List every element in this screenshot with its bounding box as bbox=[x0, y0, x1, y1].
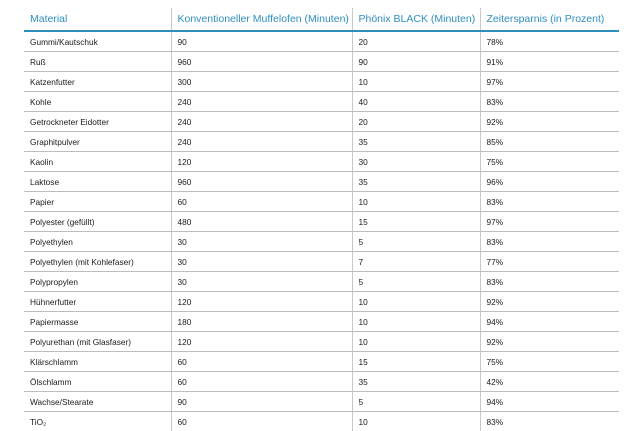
muffle-furnace-minutes-cell: 240 bbox=[171, 132, 352, 152]
material-cell: Papiermasse bbox=[24, 312, 171, 332]
time-savings-percent-cell: 92% bbox=[480, 112, 619, 132]
phoenix-black-minutes-cell: 40 bbox=[352, 92, 480, 112]
phoenix-black-minutes-cell: 10 bbox=[352, 292, 480, 312]
phoenix-black-minutes-cell: 15 bbox=[352, 212, 480, 232]
material-cell: Polypropylen bbox=[24, 272, 171, 292]
material-cell: Gummi/Kautschuk bbox=[24, 31, 171, 52]
muffle-furnace-minutes-cell: 180 bbox=[171, 312, 352, 332]
table-row bbox=[24, 31, 619, 52]
table-row bbox=[24, 132, 619, 152]
header-time-savings-percent: Zeitersparnis (in Prozent) bbox=[480, 8, 619, 31]
phoenix-black-minutes-cell: 10 bbox=[352, 192, 480, 212]
material-cell: Laktose bbox=[24, 172, 171, 192]
time-savings-percent-cell: 97% bbox=[480, 72, 619, 92]
table-row bbox=[24, 292, 619, 312]
material-cell: Polyethylen bbox=[24, 232, 171, 252]
ashing-time-comparison-table bbox=[24, 8, 619, 431]
table-header bbox=[24, 8, 619, 31]
muffle-furnace-minutes-cell: 120 bbox=[171, 332, 352, 352]
muffle-furnace-minutes-cell: 960 bbox=[171, 172, 352, 192]
muffle-furnace-minutes-cell: 90 bbox=[171, 392, 352, 412]
time-savings-percent-cell: 97% bbox=[480, 212, 619, 232]
muffle-furnace-minutes-cell: 30 bbox=[171, 252, 352, 272]
time-savings-percent-cell: 96% bbox=[480, 172, 619, 192]
time-savings-percent-cell: 92% bbox=[480, 292, 619, 312]
material-cell: Getrockneter Eidotter bbox=[24, 112, 171, 132]
material-cell: Polyurethan (mit Glasfaser) bbox=[24, 332, 171, 352]
table-body bbox=[24, 31, 619, 431]
table-row bbox=[24, 52, 619, 72]
table-row bbox=[24, 172, 619, 192]
material-cell: Kohle bbox=[24, 92, 171, 112]
table-row bbox=[24, 72, 619, 92]
material-cell: Klärschlamm bbox=[24, 352, 171, 372]
time-savings-percent-cell: 78% bbox=[480, 31, 619, 52]
phoenix-black-minutes-cell: 10 bbox=[352, 312, 480, 332]
time-savings-percent-cell: 83% bbox=[480, 272, 619, 292]
table-row bbox=[24, 412, 619, 431]
table-row bbox=[24, 332, 619, 352]
table-row bbox=[24, 392, 619, 412]
time-savings-percent-cell: 42% bbox=[480, 372, 619, 392]
phoenix-black-minutes-cell: 35 bbox=[352, 132, 480, 152]
time-savings-percent-cell: 75% bbox=[480, 352, 619, 372]
phoenix-black-minutes-cell: 5 bbox=[352, 392, 480, 412]
phoenix-black-minutes-cell: 90 bbox=[352, 52, 480, 72]
time-savings-percent-cell: 83% bbox=[480, 92, 619, 112]
muffle-furnace-minutes-cell: 60 bbox=[171, 352, 352, 372]
table-row bbox=[24, 192, 619, 212]
phoenix-black-minutes-cell: 10 bbox=[352, 412, 480, 431]
time-savings-percent-cell: 83% bbox=[480, 192, 619, 212]
time-savings-percent-cell: 75% bbox=[480, 152, 619, 172]
table-row bbox=[24, 372, 619, 392]
muffle-furnace-minutes-cell: 240 bbox=[171, 112, 352, 132]
phoenix-black-minutes-cell: 35 bbox=[352, 372, 480, 392]
table-row bbox=[24, 112, 619, 132]
material-cell: Kaolin bbox=[24, 152, 171, 172]
phoenix-black-minutes-cell: 30 bbox=[352, 152, 480, 172]
phoenix-black-minutes-cell: 15 bbox=[352, 352, 480, 372]
time-savings-percent-cell: 94% bbox=[480, 312, 619, 332]
material-cell: Wachse/Stearate bbox=[24, 392, 171, 412]
material-cell: Hühnerfutter bbox=[24, 292, 171, 312]
muffle-furnace-minutes-cell: 960 bbox=[171, 52, 352, 72]
table-row bbox=[24, 252, 619, 272]
muffle-furnace-minutes-cell: 120 bbox=[171, 152, 352, 172]
muffle-furnace-minutes-cell: 30 bbox=[171, 232, 352, 252]
muffle-furnace-minutes-cell: 480 bbox=[171, 212, 352, 232]
muffle-furnace-minutes-cell: 90 bbox=[171, 31, 352, 52]
time-savings-percent-cell: 83% bbox=[480, 232, 619, 252]
header-phoenix-black-minutes: Phönix BLACK (Minuten) bbox=[352, 8, 480, 31]
time-savings-percent-cell: 85% bbox=[480, 132, 619, 152]
muffle-furnace-minutes-cell: 60 bbox=[171, 372, 352, 392]
phoenix-black-minutes-cell: 10 bbox=[352, 332, 480, 352]
muffle-furnace-minutes-cell: 120 bbox=[171, 292, 352, 312]
material-cell: Katzenfutter bbox=[24, 72, 171, 92]
header-material: Material bbox=[24, 8, 171, 31]
muffle-furnace-minutes-cell: 240 bbox=[171, 92, 352, 112]
table-row bbox=[24, 92, 619, 112]
material-cell: TiO₂ bbox=[24, 412, 171, 431]
header-row bbox=[24, 8, 619, 31]
phoenix-black-minutes-cell: 35 bbox=[352, 172, 480, 192]
time-savings-percent-cell: 83% bbox=[480, 412, 619, 431]
table-row bbox=[24, 152, 619, 172]
muffle-furnace-minutes-cell: 300 bbox=[171, 72, 352, 92]
time-savings-percent-cell: 92% bbox=[480, 332, 619, 352]
time-savings-percent-cell: 94% bbox=[480, 392, 619, 412]
time-savings-percent-cell: 77% bbox=[480, 252, 619, 272]
phoenix-black-minutes-cell: 5 bbox=[352, 272, 480, 292]
material-cell: Polyester (gefüllt) bbox=[24, 212, 171, 232]
table-row bbox=[24, 352, 619, 372]
table-row bbox=[24, 312, 619, 332]
table-row bbox=[24, 272, 619, 292]
material-cell: Graphitpulver bbox=[24, 132, 171, 152]
material-cell: Polyethylen (mit Kohlefaser) bbox=[24, 252, 171, 272]
time-savings-percent-cell: 91% bbox=[480, 52, 619, 72]
muffle-furnace-minutes-cell: 60 bbox=[171, 412, 352, 431]
phoenix-black-minutes-cell: 7 bbox=[352, 252, 480, 272]
material-cell: Ruß bbox=[24, 52, 171, 72]
muffle-furnace-minutes-cell: 60 bbox=[171, 192, 352, 212]
phoenix-black-minutes-cell: 5 bbox=[352, 232, 480, 252]
material-cell: Papier bbox=[24, 192, 171, 212]
phoenix-black-minutes-cell: 10 bbox=[352, 72, 480, 92]
table-row bbox=[24, 212, 619, 232]
muffle-furnace-minutes-cell: 30 bbox=[171, 272, 352, 292]
phoenix-black-minutes-cell: 20 bbox=[352, 31, 480, 52]
table-row bbox=[24, 232, 619, 252]
material-cell: Ölschlamm bbox=[24, 372, 171, 392]
header-muffle-furnace-minutes: Konventioneller Muffelofen (Minuten) bbox=[171, 8, 352, 31]
phoenix-black-minutes-cell: 20 bbox=[352, 112, 480, 132]
